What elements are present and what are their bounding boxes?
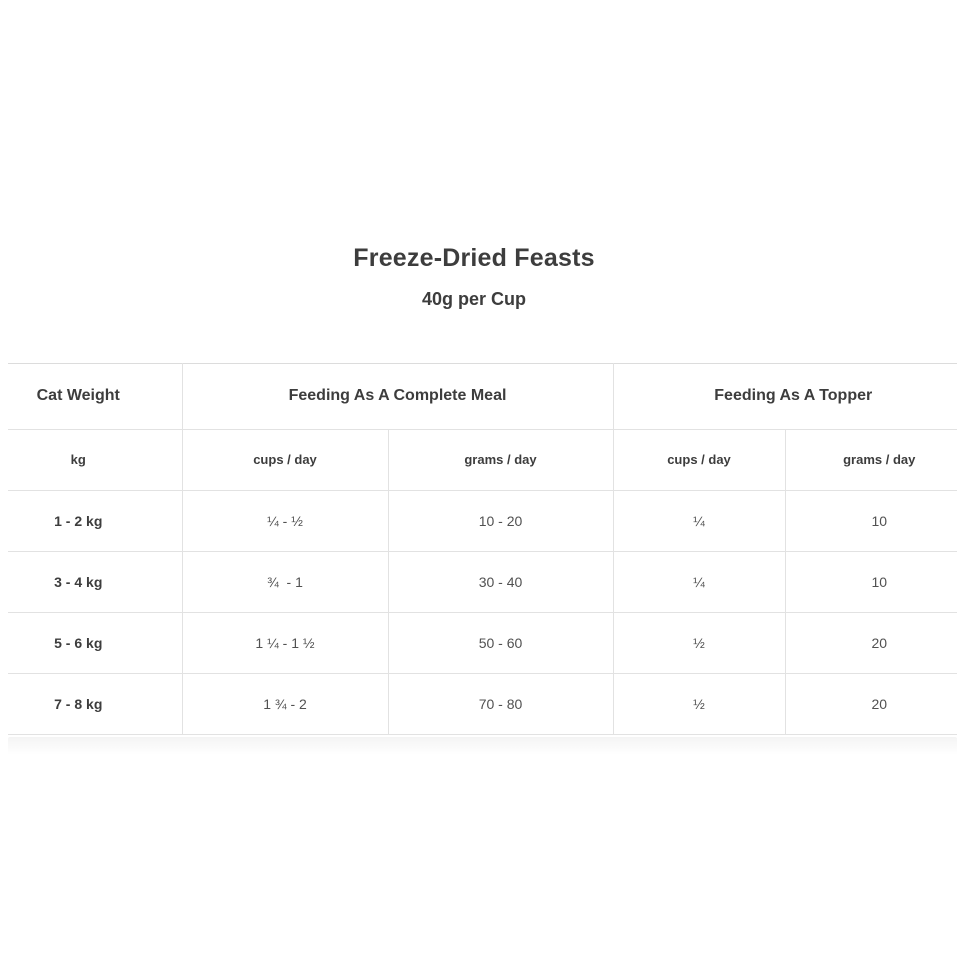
meal-cups-cell: 1 ¾ - 2 [182,673,388,734]
topper-cups-cell: ½ [613,612,785,673]
meal-cups-cell: ¾ - 1 [182,551,388,612]
page-title: Freeze-Dried Feasts [353,244,595,272]
header-complete-meal: Feeding As A Complete Meal [182,363,613,429]
topper-cups-cell: ¼ [613,551,785,612]
weight-cell: 7 - 8 kg [8,673,182,734]
table-row [8,673,957,734]
meal-grams-cell: 50 - 60 [388,612,613,673]
meal-grams-cell: 10 - 20 [388,490,613,551]
header-topper: Feeding As A Topper [613,363,957,429]
topper-grams-cell: 20 [785,673,957,734]
page-subtitle: 40g per Cup [421,289,527,309]
horizontal-scrollbar[interactable] [8,737,957,755]
subheader-topper-grams: grams / day [785,429,957,490]
weight-cell: 1 - 2 kg [8,490,182,551]
topper-grams-cell: 20 [785,612,957,673]
table-sub-header-row [8,429,957,490]
topper-cups-cell: ½ [613,673,785,734]
topper-cups-cell: ¼ [613,490,785,551]
table-group-header-row [8,363,957,429]
meal-cups-cell: 1 ¼ - 1 ½ [182,612,388,673]
feeding-table [8,363,957,735]
feeding-table-viewport[interactable] [8,363,957,735]
table-row [8,490,957,551]
subheader-kg: kg [8,429,182,490]
table-row [8,612,957,673]
topper-grams-cell: 10 [785,551,957,612]
header-cat-weight: Cat Weight [8,363,182,429]
section-header [0,243,964,311]
meal-grams-cell: 70 - 80 [388,673,613,734]
subheader-meal-cups: cups / day [182,429,388,490]
topper-grams-cell: 10 [785,490,957,551]
weight-cell: 3 - 4 kg [8,551,182,612]
table-row [8,551,957,612]
subheader-meal-grams: grams / day [388,429,613,490]
meal-cups-cell: ¼ - ½ [182,490,388,551]
subheader-topper-cups: cups / day [613,429,785,490]
weight-cell: 5 - 6 kg [8,612,182,673]
meal-grams-cell: 30 - 40 [388,551,613,612]
